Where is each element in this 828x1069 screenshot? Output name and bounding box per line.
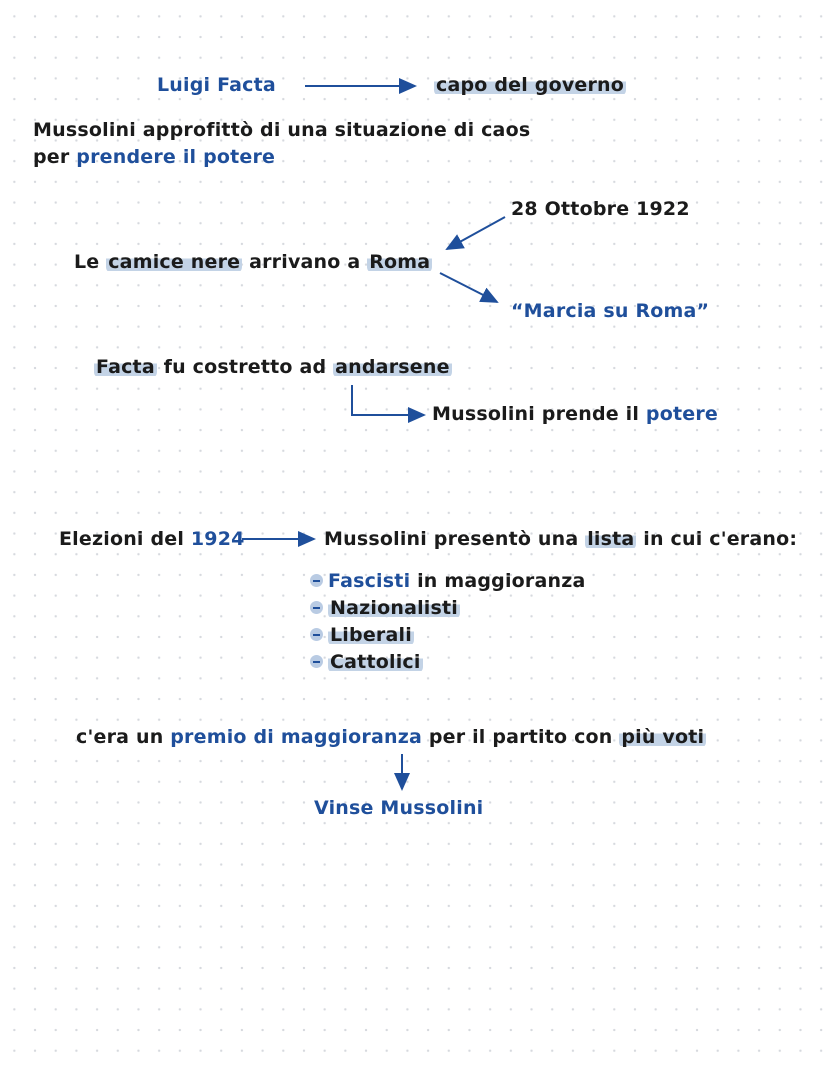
lista-text: Mussolini presentò una lista in cui c'erano:	[324, 528, 798, 550]
marcia-su-roma-label: “Marcia su Roma”	[511, 300, 710, 322]
bullet-icon	[310, 601, 323, 614]
prendere-potere-text: per prendere il potere	[33, 146, 276, 168]
premio-text: c'era un premio di maggioranza per il partito con più voti	[76, 726, 705, 748]
list-item: Cattolici	[310, 650, 423, 674]
facta-costretto-text: Facta fu costretto ad andarsene	[96, 356, 450, 378]
arrow-facta-to-mussolini	[352, 385, 424, 415]
luigi-facta-label: Luigi Facta	[157, 74, 276, 96]
bullet-icon	[310, 574, 323, 587]
list-item: Liberali	[310, 623, 414, 647]
camice-nere-text: Le camice nere arrivano a Roma	[74, 251, 431, 273]
bullet-icon	[310, 628, 323, 641]
list-item: Fascisti in maggioranza	[310, 569, 586, 593]
bullet-icon	[310, 655, 323, 668]
date-label: 28 Ottobre 1922	[511, 198, 690, 220]
capo-del-governo-label: capo del governo	[436, 74, 625, 96]
mussolini-approfitto-text: Mussolini approfittò di una situazione di caos	[33, 119, 531, 141]
list-item: Nazionalisti	[310, 596, 460, 620]
mussolini-prende-potere-text: Mussolini prende il potere	[432, 403, 719, 425]
vinse-mussolini-label: Vinse Mussolini	[314, 797, 484, 819]
arrow-date-to-line	[447, 217, 505, 249]
arrow-line-to-marcia	[440, 273, 497, 302]
elezioni-label: Elezioni del 1924	[59, 528, 245, 550]
